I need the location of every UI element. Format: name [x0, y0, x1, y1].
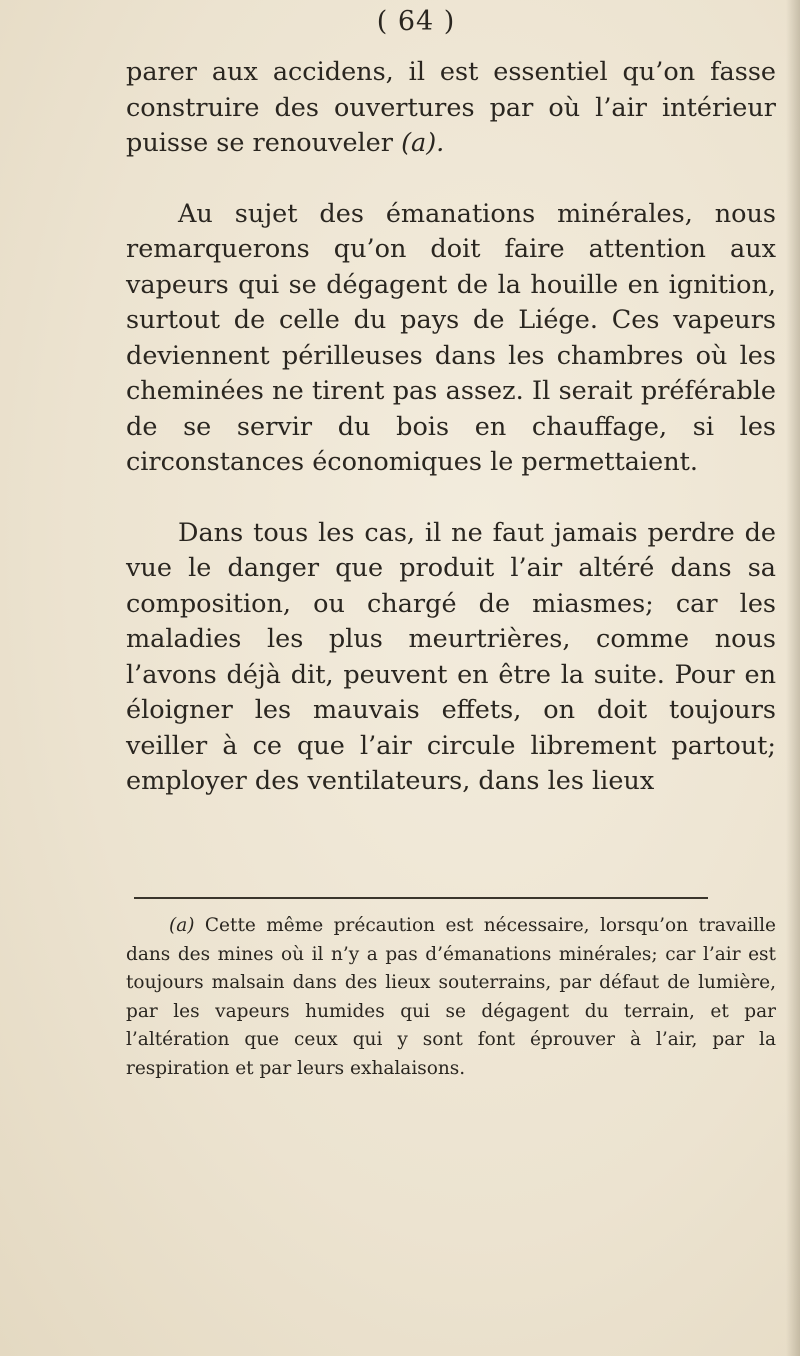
paragraph-3: Dans tous les cas, il ne faut jamais perdre de vue le danger que produit l’air altéré dans sa composition, ou chargé de miasmes; car les maladies les plus meurtrières, comme nous l’avons déjà dit, peuvent en être la suite. Pour en éloigner les mauvais effets, on doit toujours veiller à ce que l’air circule librement partout; employer des ventilateurs, dans les lieux	[126, 517, 776, 796]
footnote	[126, 912, 776, 1083]
main-text	[126, 55, 776, 800]
footnote-text: Cette même précaution est nécessaire, lorsqu’on travaille dans des mines où il n’y a pas d’émanations minérales; car l’air est toujours malsain dans des lieux souterrains, par défaut de lumière, par les vapeurs humides qui se dégagent du terrain, et par l’altération que ceux qui y sont font éprouver à l’air, par la respiration et par leurs exhalaisons.	[126, 915, 776, 1079]
footnote-paragraph	[126, 912, 776, 1083]
paragraph-2: Au sujet des émanations minérales, nous remarquerons qu’on doit faire attention aux vapeurs qui se dégagent de la houille en ignition, surtout de celle du pays de Liége. Ces vapeurs deviennent périlleuses dans les chambres où les cheminées ne tirent pas assez. Il serait préférable de se servir du bois en chauffage, si les circonstances économiques le permettaient.	[126, 198, 776, 477]
footnote-marker: (a)	[169, 915, 195, 936]
paragraph-1-text: parer aux accidens, il est essentiel qu’on fasse construire des ouvertures par où l’air intérieur puisse se renouveler	[126, 57, 776, 158]
page-number: ( 64 )	[376, 6, 456, 37]
footnote-reference: (a).	[401, 128, 445, 158]
page-edge-shadow	[786, 0, 800, 1356]
footnote-divider	[134, 897, 708, 899]
paragraph-1	[126, 55, 776, 162]
